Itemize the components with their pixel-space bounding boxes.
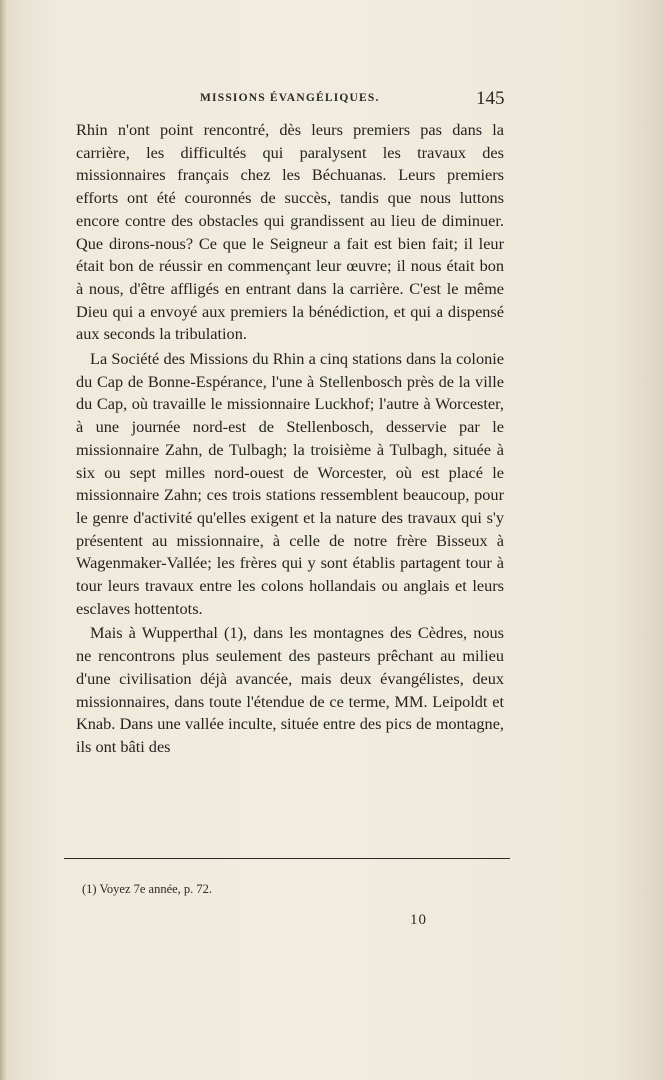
body-text: [76, 119, 504, 759]
page-number: 145: [476, 88, 505, 109]
paragraph-1: Rhin n'ont point rencontré, dès leurs premiers pas dans la carrière, les difficultés qui paralysent les travaux des missionnaires français chez les Béchuanas. Leurs premiers efforts ont été couronnés de succès, tandis que nous luttons encore contre des obstacles qui grandissent au lieu de diminuer. Que dirons-nous? Ce que le Seigneur a fait est bien fait; il leur était bon de réussir en commençant leur œuvre; il nous était bon à nous, d'être affligés en entrant dans la carrière. C'est le même Dieu qui a envoyé aux premiers la bénédiction, et qui a dispensé aux seconds la tribulation.: [76, 120, 504, 344]
running-title: MISSIONS ÉVANGÉLIQUES.: [200, 92, 380, 104]
footnote-rule: [64, 858, 510, 859]
page-edge: [0, 0, 6, 1080]
signature-mark: 10: [410, 912, 427, 928]
paragraph-2: La Société des Missions du Rhin a cinq stations dans la colonie du Cap de Bonne-Espérance, l'une à Stellenbosch près de la ville du Cap, où travaille le missionnaire Luckhof; l'autre à Worcester, à une journée nord-est de Stellenbosch, desservie par le missionnaire Zahn, de Tulbagh; la troisième à Tulbagh, située à six ou sept milles nord-ouest de Worcester, où est placé le missionnaire Zahn; ces trois stations ressemblent beaucoup, pour le genre d'activité qu'elles exigent et la nature des travaux qui s'y présentent au missionnaire, à celle de notre frère Bisseux à Wagenmaker-Vallée; les frères qui y sont établis partagent tour à tour leurs travaux entre les colons hollandais ou anglais et leurs esclaves hottentots.: [76, 349, 504, 618]
paragraph-3: Mais à Wupperthal (1), dans les montagnes des Cèdres, nous ne rencontrons plus seulement des pasteurs prêchant au milieu d'une civilisation déjà avancée, mais deux évangélistes, deux missionnaires, dans toute l'étendue de ce terme, MM. Leipoldt et Knab. Dans une vallée inculte, située entre des pics de montagne, ils ont bâti des: [76, 623, 504, 756]
footnote: (1) Voyez 7e année, p. 72.: [82, 882, 213, 896]
